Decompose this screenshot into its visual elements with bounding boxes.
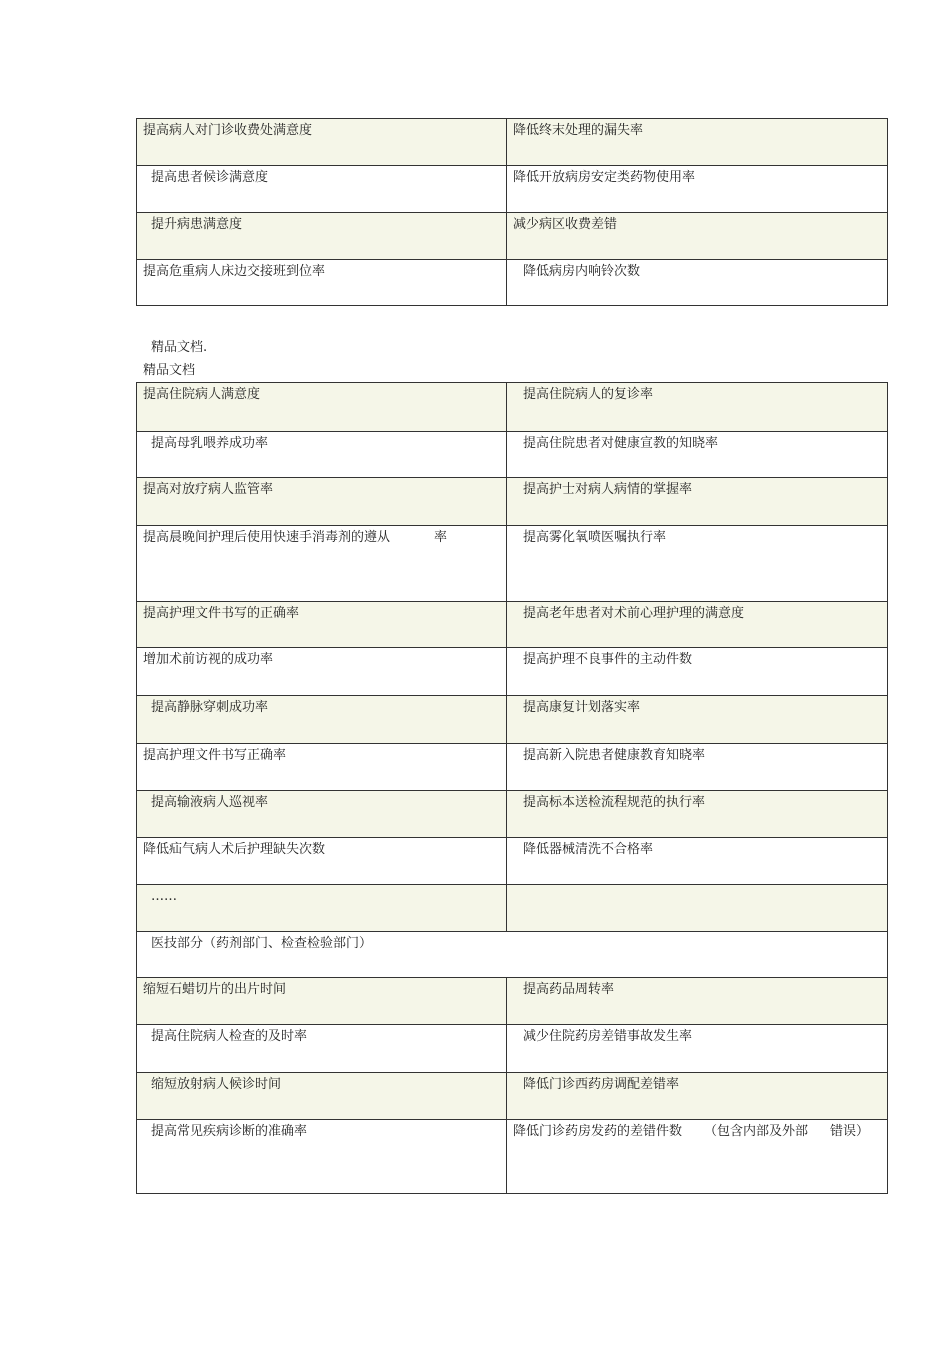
- table-row: [137, 648, 888, 696]
- table-row: [137, 119, 888, 166]
- table-cell: 降低开放病房安定类药物使用率: [507, 166, 888, 213]
- table-cell: 提高护理文件书写的正确率: [137, 602, 507, 648]
- table-row: [137, 478, 888, 526]
- table-cell: 提高对放疗病人监管率: [137, 478, 507, 526]
- table-cell: 增加术前访视的成功率: [137, 648, 507, 696]
- table-cell: ……: [137, 885, 507, 932]
- table-cell: 提高患者候诊满意度: [137, 166, 507, 213]
- table-cell: 提高老年患者对术前心理护理的满意度: [507, 602, 888, 648]
- table-row: [137, 383, 888, 432]
- table-row: [137, 696, 888, 744]
- table-row: [137, 166, 888, 213]
- table-cell: 提高住院病人的复诊率: [507, 383, 888, 432]
- table-row: [137, 838, 888, 885]
- table-cell: 提高雾化氧喷医嘱执行率: [507, 526, 888, 602]
- table-row: [137, 526, 888, 602]
- table-cell: 提高住院患者对健康宣教的知晓率: [507, 432, 888, 478]
- cell-text: 提高晨晚间护理后使用快速手消毒剂的遵从: [143, 530, 391, 545]
- table-row: [137, 1025, 888, 1073]
- section-heading: 医技部分（药剂部门、检查检验部门）: [137, 932, 888, 978]
- table-cell: 提高病人对门诊收费处满意度: [137, 119, 507, 166]
- table-cell: 减少病区收费差错: [507, 213, 888, 260]
- table-cell: 缩短石蜡切片的出片时间: [137, 978, 507, 1025]
- table-row: [137, 932, 888, 978]
- table-row: [137, 1073, 888, 1120]
- table-cell: 提高新入院患者健康教育知晓率: [507, 744, 888, 791]
- table-cell: 提高住院病人检查的及时率: [137, 1025, 507, 1073]
- table-row: [137, 791, 888, 838]
- cell-text: 错误）: [830, 1124, 870, 1139]
- table-cell: 降低器械清洗不合格率: [507, 838, 888, 885]
- table-cell: 降低门诊西药房调配差错率: [507, 1073, 888, 1120]
- quality-topics-table-1: [136, 118, 888, 306]
- table-cell: 提高常见疾病诊断的准确率: [137, 1120, 507, 1194]
- table-cell: [507, 885, 888, 932]
- table-cell: 降低病房内响铃次数: [507, 260, 888, 306]
- document-caption: 精品文档: [143, 363, 196, 378]
- table-row: [137, 432, 888, 478]
- table-cell: 提高母乳喂养成功率: [137, 432, 507, 478]
- table-cell: 降低疝气病人术后护理缺失次数: [137, 838, 507, 885]
- table-cell: 提高护士对病人病情的掌握率: [507, 478, 888, 526]
- table-cell: 缩短放射病人候诊时间: [137, 1073, 507, 1120]
- table-row: [137, 885, 888, 932]
- table-row: [137, 260, 888, 306]
- table-cell: 提高住院病人满意度: [137, 383, 507, 432]
- table-cell: [507, 1120, 888, 1194]
- table-cell: [137, 526, 507, 602]
- table-cell: 提高标本送检流程规范的执行率: [507, 791, 888, 838]
- table-cell: 提高药品周转率: [507, 978, 888, 1025]
- table-cell: 提高输液病人巡视率: [137, 791, 507, 838]
- table-cell: 提高护理文件书写正确率: [137, 744, 507, 791]
- table-row: [137, 744, 888, 791]
- cell-text: 降低门诊药房发药的差错件数: [513, 1124, 683, 1139]
- table-row: [137, 1120, 888, 1194]
- cell-text: 率: [434, 530, 448, 545]
- table-row: [137, 978, 888, 1025]
- table-cell: 降低终末处理的漏失率: [507, 119, 888, 166]
- quality-topics-table-2: [136, 382, 888, 1194]
- cell-text: （包含内部及外部: [704, 1124, 809, 1139]
- document-caption: 精品文档.: [151, 340, 208, 355]
- table-cell: 提高危重病人床边交接班到位率: [137, 260, 507, 306]
- table-cell: 提高静脉穿刺成功率: [137, 696, 507, 744]
- table-row: [137, 213, 888, 260]
- table-cell: 提高护理不良事件的主动件数: [507, 648, 888, 696]
- table-cell: 减少住院药房差错事故发生率: [507, 1025, 888, 1073]
- table-row: [137, 602, 888, 648]
- table-cell: 提升病患满意度: [137, 213, 507, 260]
- table-cell: 提高康复计划落实率: [507, 696, 888, 744]
